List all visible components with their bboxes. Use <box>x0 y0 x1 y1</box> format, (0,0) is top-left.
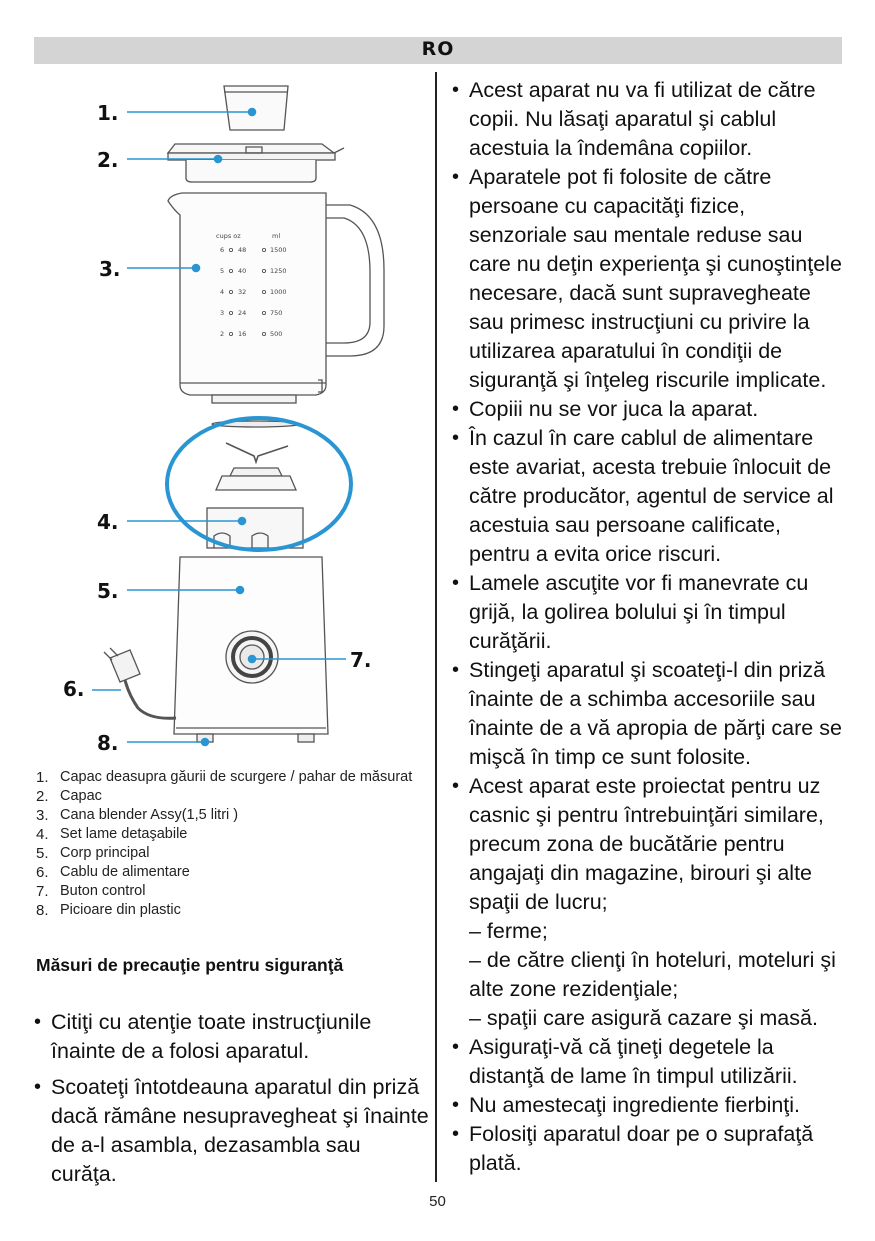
lid-illustration <box>168 144 344 182</box>
callout-1: 1. <box>97 101 119 125</box>
scale-ml-value: 500 <box>270 330 283 338</box>
safety-item: • Lamele ascuţite vor fi manevrate cu grijă, la golirea bolului şi în timpul curăţării. <box>452 569 847 656</box>
parts-list-label: Cana blender Assy(1,5 litri ) <box>60 807 239 823</box>
safety-item: • Acest aparat nu va fi utilizat de către copii. Nu lăsaţi aparatul şi cablul acestuia la îndemâna copiilor. <box>452 76 847 163</box>
parts-list-number: 1. <box>36 769 49 786</box>
scale-oz-value: 32 <box>238 288 247 296</box>
blade-assembly-illustration <box>207 421 303 548</box>
scale-oz-value: 48 <box>238 246 247 254</box>
callout-8: 8. <box>97 731 119 755</box>
jug-illustration <box>168 193 384 403</box>
scale-ml-value: 1250 <box>270 267 287 275</box>
parts-list-number: 8. <box>36 902 49 919</box>
parts-list-item <box>36 768 426 787</box>
scale-cups-value: 4 <box>220 288 225 296</box>
scale-ml-value: 1500 <box>270 246 287 254</box>
measuring-cup-illustration <box>224 86 288 130</box>
callout-3: 3. <box>99 257 121 281</box>
parts-list-label: Picioare din plastic <box>60 902 181 918</box>
parts-list-label: Corp principal <box>60 845 150 861</box>
callout-5: 5. <box>97 579 119 603</box>
main-body-illustration <box>174 557 328 742</box>
safety-item: • Folosiţi aparatul doar pe o suprafaţă plată. <box>452 1120 847 1178</box>
safety-item: • Copiii nu se vor juca la aparat. <box>452 395 847 424</box>
safety-item: • În cazul în care cablul de alimentare este avariat, acesta trebuie înlocuit de către producător, agentul de service al acestuia sau persoane calificate, pentru a evita orice riscuri. <box>452 424 847 569</box>
language-code: RO <box>421 38 455 60</box>
scale-cups-value: 5 <box>220 267 225 275</box>
parts-list-item <box>36 825 426 844</box>
safety-item: • Nu amestecaţi ingrediente fierbinţi. <box>452 1091 847 1120</box>
scale-oz-value: 16 <box>238 330 247 338</box>
parts-list <box>36 768 426 920</box>
parts-list-label: Buton control <box>60 883 146 899</box>
jug-scale-left-header: cups oz <box>216 232 241 240</box>
parts-list-number: 3. <box>36 807 49 824</box>
scale-ml-value: 750 <box>270 309 283 317</box>
safety-list-right <box>452 76 847 1178</box>
parts-list-item <box>36 844 426 863</box>
parts-list-item <box>36 882 426 901</box>
scale-oz-value: 40 <box>238 267 247 275</box>
scale-cups-value: 2 <box>220 330 225 338</box>
scale-cups-value: 3 <box>220 309 225 317</box>
safety-item: • Scoateţi întotdeauna aparatul din priză dacă rămâne nesupravegheat şi înainte de a-l asambla, dezasambla sau curăţa. <box>34 1073 429 1189</box>
callout-4: 4. <box>97 510 119 534</box>
safety-item: • Acest aparat este proiectat pentru uz casnic şi pentru întrebuinţări similare, precum zona de bucătărie pentru angajaţi din magazine, birouri şi alte spaţii de lucru; <box>452 772 847 917</box>
safety-sub-item: – ferme; <box>469 919 548 943</box>
parts-list-number: 6. <box>36 864 49 881</box>
parts-list-item <box>36 806 426 825</box>
blender-exploded-diagram <box>0 70 430 760</box>
power-cord-illustration <box>104 648 176 718</box>
callout-7: 7. <box>350 648 372 672</box>
safety-item: • Citiţi cu atenţie toate instrucţiunile înainte de a folosi aparatul. <box>34 1008 429 1066</box>
parts-list-number: 4. <box>36 826 49 843</box>
language-header-bar <box>34 37 842 64</box>
column-divider <box>435 72 437 1182</box>
scale-cups-value: 6 <box>220 246 225 254</box>
safety-sub-item: – spaţii care asigură cazare şi masă. <box>469 1006 818 1030</box>
safety-item: • Aparatele pot fi folosite de către persoane cu capacităţi fizice, senzoriale sau mentale reduse sau care nu deţin experienţa şi cunoştinţele necesare, dacă sunt supravegheate sau primesc instrucţiuni cu privire la utilizarea aparatului în condiţii de siguranţă şi înţeleg riscurile implicate. <box>452 163 847 395</box>
safety-item: • Stingeţi aparatul şi scoateţi-l din priză înainte de a schimba accesoriile sau înainte de a vă apropia de părţi care se mişcă în timp ce sunt folosite. <box>452 656 847 772</box>
parts-list-number: 5. <box>36 845 49 862</box>
parts-list-number: 2. <box>36 788 49 805</box>
parts-list-label: Set lame detaşabile <box>60 826 188 842</box>
callout-6: 6. <box>63 677 85 701</box>
page-number: 50 <box>429 1193 446 1210</box>
parts-list-number: 7. <box>36 883 49 900</box>
parts-list-item <box>36 787 426 806</box>
scale-ml-value: 1000 <box>270 288 287 296</box>
parts-list-label: Capac deasupra găurii de scurgere / pahar de măsurat <box>60 769 413 785</box>
scale-oz-value: 24 <box>238 309 247 317</box>
jug-scale-right-header: ml <box>272 232 281 240</box>
parts-list-label: Cablu de alimentare <box>60 864 190 880</box>
safety-heading: Măsuri de precauţie pentru siguranţă <box>36 955 344 975</box>
parts-list-item <box>36 901 426 920</box>
safety-list-left <box>34 1008 429 1196</box>
parts-list-item <box>36 863 426 882</box>
safety-item: • Asiguraţi-vă că ţineţi degetele la distanţă de lame în timpul utilizării. <box>452 1033 847 1091</box>
parts-list-label: Capac <box>60 788 102 804</box>
safety-sub-item: – de către clienţi în hoteluri, moteluri şi alte zone rezidenţiale; <box>469 948 836 1001</box>
callout-2: 2. <box>97 148 119 172</box>
